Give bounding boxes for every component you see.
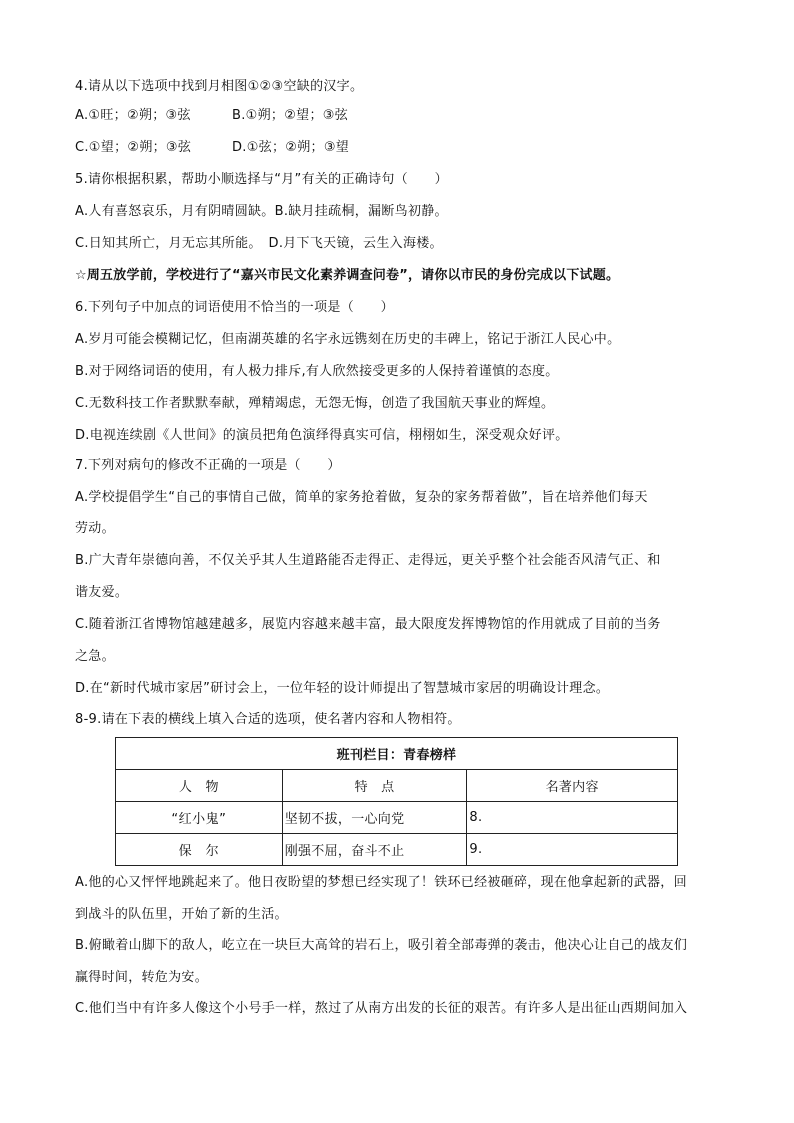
q4-options-cd (75, 139, 725, 157)
q7-option-c-line2: 之急。 (75, 649, 115, 664)
q89-option-b-line2: 赢得时间，转危为安。 (75, 970, 209, 985)
q4-stem: 4.请从以下选项中找到月相图①②③空缺的汉字。 (75, 79, 364, 94)
q7-option-b-line2: 谐友爱。 (75, 585, 129, 600)
q6-option-d: D.电视连续剧《人世间》的演员把角色演绎得真实可信，栩栩如生，深受观众好评。 (75, 428, 569, 443)
q6-option-a: A.岁月可能会模糊记忆，但南湖英雄的名字永远镌刻在历史的丰碑上，铭记于浙江人民心中。 (75, 332, 621, 347)
q89-option-a-line1: A.他的心又怦怦地跳起来了。他日夜盼望的梦想已经实现了！铁环已经被砸碎，现在他拿起新的武器，回 (75, 875, 687, 890)
q7-stem: 7.下列对病句的修改不正确的一项是（ ） (75, 458, 341, 473)
q5-stem: 5.请你根据积累，帮助小顺选择与“月”有关的正确诗句（ ） (75, 172, 448, 187)
q7-option-a-line1: A.学校提倡学生“自己的事情自己做，简单的家务抢着做，复杂的家务帮着做”，旨在培养他们每天 (75, 490, 648, 505)
q89-stem: 8-9.请在下表的横线上填入合适的选项，使名著内容和人物相符。 (75, 712, 461, 727)
section-intro: ☆周五放学前，学校进行了“嘉兴市民文化素养调查问卷”，请你以市民的身份完成以下试题。 (75, 268, 620, 283)
q7-option-d: D.在“新时代城市家居”研讨会上，一位年轻的设计师提出了智慧城市家居的明确设计理念。 (75, 681, 610, 696)
role-model-table (115, 737, 678, 866)
q5-options-ab: A.人有喜怒哀乐，月有阴晴圆缺。B.缺月挂疏桐，漏断鸟初静。 (75, 204, 448, 219)
q7-option-c-line1: C.随着浙江省博物馆越建越多，展览内容越来越丰富，最大限度发挥博物馆的作用就成了目前的当务 (75, 617, 661, 632)
q6-option-c: C.无数科技工作者默默奉献，殚精竭虑，无怨无悔，创造了我国航天事业的辉煌。 (75, 396, 555, 411)
header-trait: 特 点 (282, 770, 467, 802)
row-person: 保 尔 (116, 834, 283, 866)
row-content-blank[interactable]: 8. (467, 802, 678, 834)
q7-option-b-line1: B.广大青年崇德向善，不仅关乎其人生道路能否走得正、走得远，更关乎整个社会能否风清气正、和 (75, 553, 661, 568)
q5-options-cd: C.日知其所亡，月无忘其所能。 D.月下飞天镜，云生入海楼。 (75, 236, 443, 251)
table-title-row (116, 738, 678, 770)
row-trait: 坚韧不拔，一心向党 (282, 802, 467, 834)
q4-option-d: D.①弦；②朔；③望 (232, 140, 350, 155)
q89-option-a-line2: 到战斗的队伍里，开始了新的生活。 (75, 907, 288, 922)
q6-stem: 6.下列句子中加点的词语使用不恰当的一项是（ ） (75, 300, 394, 315)
q89-option-c-line1: C.他们当中有许多人像这个小号手一样，熬过了从南方出发的长征的艰苦。有许多人是出征山西期间加入 (75, 1001, 688, 1016)
row-person: “红小鬼” (116, 802, 283, 834)
q89-option-b-line1: B.俯瞰着山脚下的敌人，屹立在一块巨大高耸的岩石上，吸引着全部毒弹的袭击，他决心让自己的战友们 (75, 938, 688, 953)
q4-option-b: B.①朔；②望；③弦 (232, 108, 349, 123)
table-header-row (116, 770, 678, 802)
row-content-blank[interactable]: 9. (467, 834, 678, 866)
header-person: 人 物 (116, 770, 283, 802)
header-content: 名著内容 (467, 770, 678, 802)
table-title: 班刊栏目：青春榜样 (116, 738, 678, 770)
q7-option-a-line2: 劳动。 (75, 521, 115, 536)
table-row (116, 802, 678, 834)
table-row (116, 834, 678, 866)
q6-option-b: B.对于网络词语的使用，有人极力排斥,有人欣然接受更多的人保持着谨慎的态度。 (75, 364, 559, 379)
q4-option-a: A.①旺；②朔；③弦 (75, 108, 191, 123)
q4-options-ab (75, 107, 725, 125)
row-trait: 刚强不屈，奋斗不止 (282, 834, 467, 866)
q4-option-c: C.①望；②朔；③弦 (75, 140, 192, 155)
